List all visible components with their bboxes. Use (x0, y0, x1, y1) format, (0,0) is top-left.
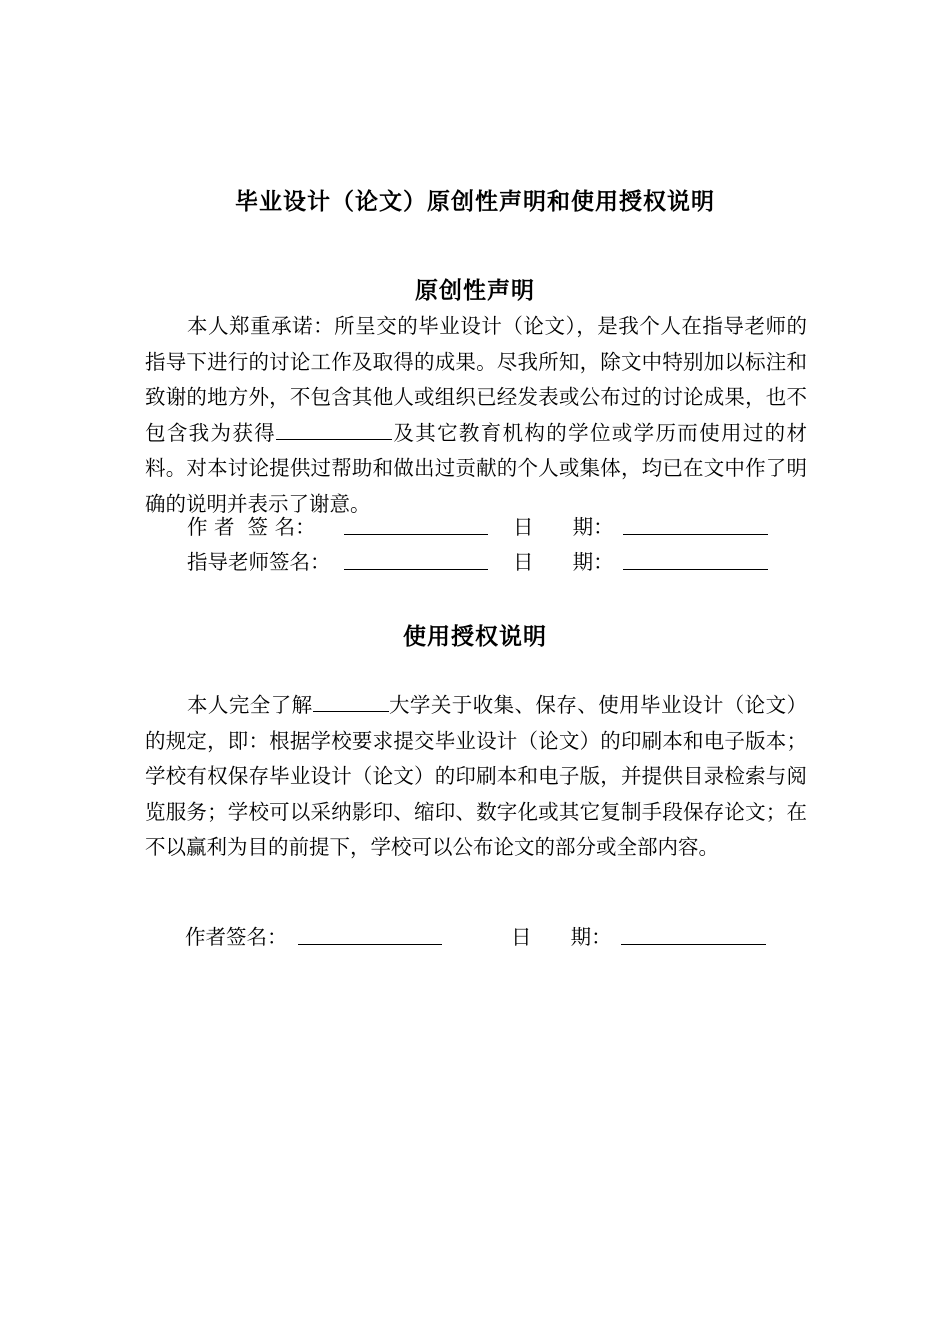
author-signature-label: 作 者 签 名： (187, 515, 316, 539)
advisor-date-line[interactable] (623, 569, 768, 570)
originality-text-part2: 及其它教育机构的学位或学历而使用过的材料。对本讨论提供过帮助和做出过贡献的个人或集体，均已在文中作了明确的说明并表示了谢意。 (145, 420, 808, 516)
authorization-signature-label: 作者签名： (185, 925, 288, 949)
authorization-date-label: 日 期： (511, 925, 612, 949)
advisor-signature-line[interactable] (344, 569, 488, 570)
advisor-signature-row (187, 545, 787, 575)
author-signature-row (187, 510, 787, 540)
originality-paragraph (145, 309, 807, 523)
advisor-date-label: 日 期： (513, 550, 614, 574)
authorization-paragraph (145, 688, 807, 866)
authorization-heading: 使用授权说明 (403, 623, 547, 650)
author-signature-line[interactable] (344, 534, 488, 535)
author-date-label: 日 期： (513, 515, 614, 539)
advisor-signature-label: 指导老师签名： (187, 550, 331, 574)
authorization-text-part1: 本人完全了解 (187, 693, 313, 717)
author-date-line[interactable] (623, 534, 768, 535)
authorization-date-line[interactable] (621, 944, 766, 945)
page-title: 毕业设计（论文）原创性声明和使用授权说明 (235, 188, 715, 215)
authorization-text-part2: 大学关于收集、保存、使用毕业设计（论文）的规定，即：根据学校要求提交毕业设计（论文）的印刷本和电子版本；学校有权保存毕业设计（论文）的印刷本和电子版，并提供目录检索与阅览服务；学校可以采纳影印、缩印、数字化或其它复制手段保存论文；在不以赢利为目的前提下，学校可以公布论文的部分或全部内容。 (145, 693, 808, 860)
university-blank (313, 691, 389, 712)
originality-heading: 原创性声明 (415, 277, 535, 304)
originality-text-part1: 本人郑重承诺：所呈交的毕业设计（论文），是我个人在指导老师的指导下进行的讨论工作及取得的成果。尽我所知，除文中特别加以标注和致谢的地方外，不包含其他人或组织已经发表或公布过的讨论成果，也不包含我为获得 (145, 314, 807, 445)
degree-blank (276, 419, 392, 440)
authorization-signature-line[interactable] (298, 944, 442, 945)
authorization-signature-row (185, 920, 785, 950)
